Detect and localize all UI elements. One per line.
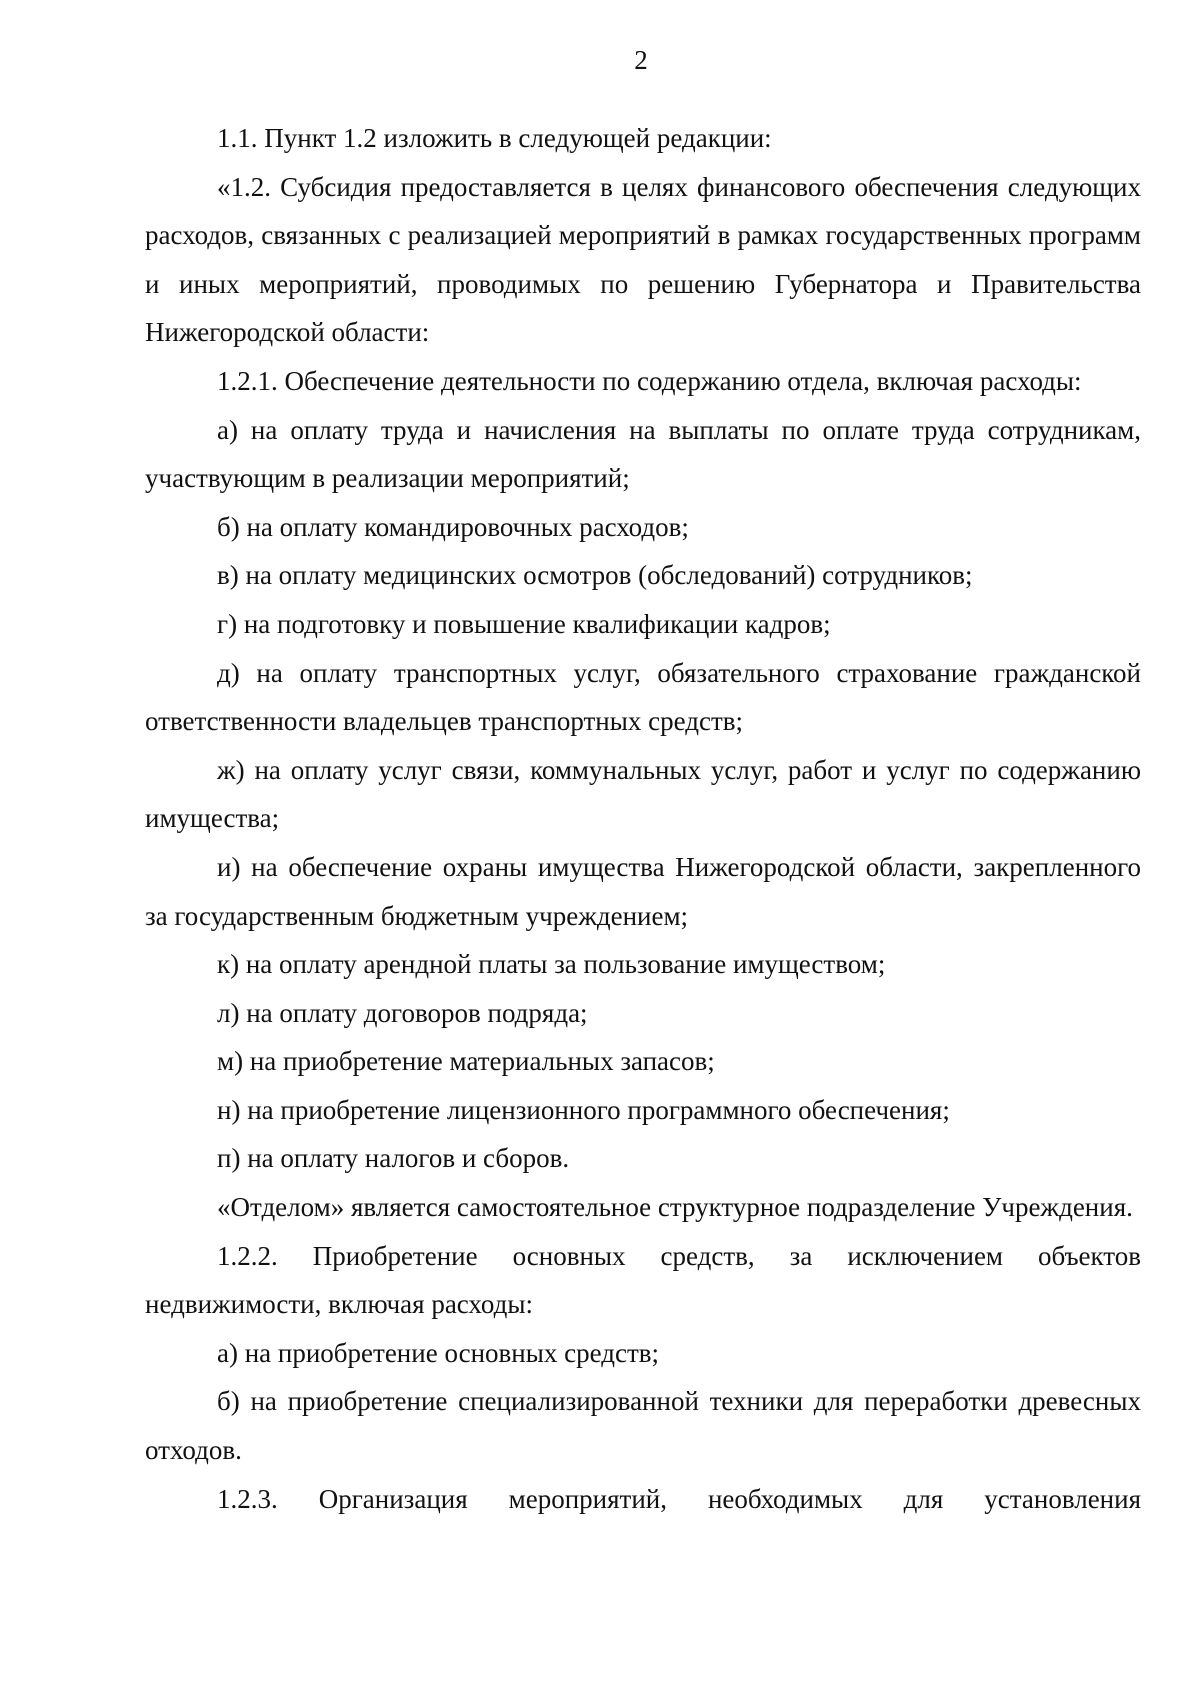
list-item-l: л) на оплату договоров подряда; [217, 997, 588, 1028]
list-item-b-2: б) на приобретение специализированной техники для переработки древесных отходов. [145, 1386, 1141, 1466]
list-item-v: в) на оплату медицинских осмотров (обследований) сотрудников; [217, 560, 973, 591]
paragraph-1-2-1: 1.2.1. Обеспечение деятельности по содержанию отдела, включая расходы: [217, 365, 1082, 396]
list-item-k: к) на оплату арендной платы за пользование имуществом; [217, 949, 886, 980]
list-item-n: н) на приобретение лицензионного программного обеспечения; [217, 1094, 950, 1125]
document-body [145, 114, 1141, 1523]
list-item-p: п) на оплату налогов и сборов. [217, 1143, 570, 1174]
list-item-a-2: а) на приобретение основных средств; [217, 1337, 660, 1368]
paragraph-1-2-3: 1.2.3. Организация мероприятий, необходимых для установления [217, 1483, 1141, 1514]
list-item-d: д) на оплату транспортных услуг, обязательного страхование гражданской ответственности владельцев транспортных средств; [145, 657, 1141, 737]
list-item-b: б) на оплату командировочных расходов; [217, 511, 689, 542]
paragraph-1-1: 1.1. Пункт 1.2 изложить в следующей редакции: [217, 123, 772, 153]
page-number: 2 [634, 45, 648, 75]
list-item-a: а) на оплату труда и начисления на выплаты по оплате труда сотрудникам, участвующим в реализации мероприятий; [145, 414, 1141, 494]
list-item-m: м) на приобретение материальных запасов; [217, 1046, 715, 1077]
list-item-i: и) на обеспечение охраны имущества Нижегородской области, закрепленного за государственным бюджетным учреждением; [145, 851, 1141, 931]
paragraph-1-2: «1.2. Субсидия предоставляется в целях финансового обеспечения следующих расходов, связанных с реализацией мероприятий в рамках государственных программ и иных мероприятий, проводимых по решению Губернатора и Правительства Нижегородской области: [145, 171, 1141, 348]
list-item-g: г) на подготовку и повышение квалификации кадров; [217, 608, 831, 639]
list-item-zh: ж) на оплату услуг связи, коммунальных услуг, работ и услуг по содержанию имущества; [145, 754, 1141, 834]
paragraph-1-2-2: 1.2.2. Приобретение основных средств, за исключением объектов недвижимости, включая расходы: [145, 1240, 1141, 1320]
department-definition: «Отделом» является самостоятельное структурное подразделение Учреждения. [217, 1192, 1133, 1223]
